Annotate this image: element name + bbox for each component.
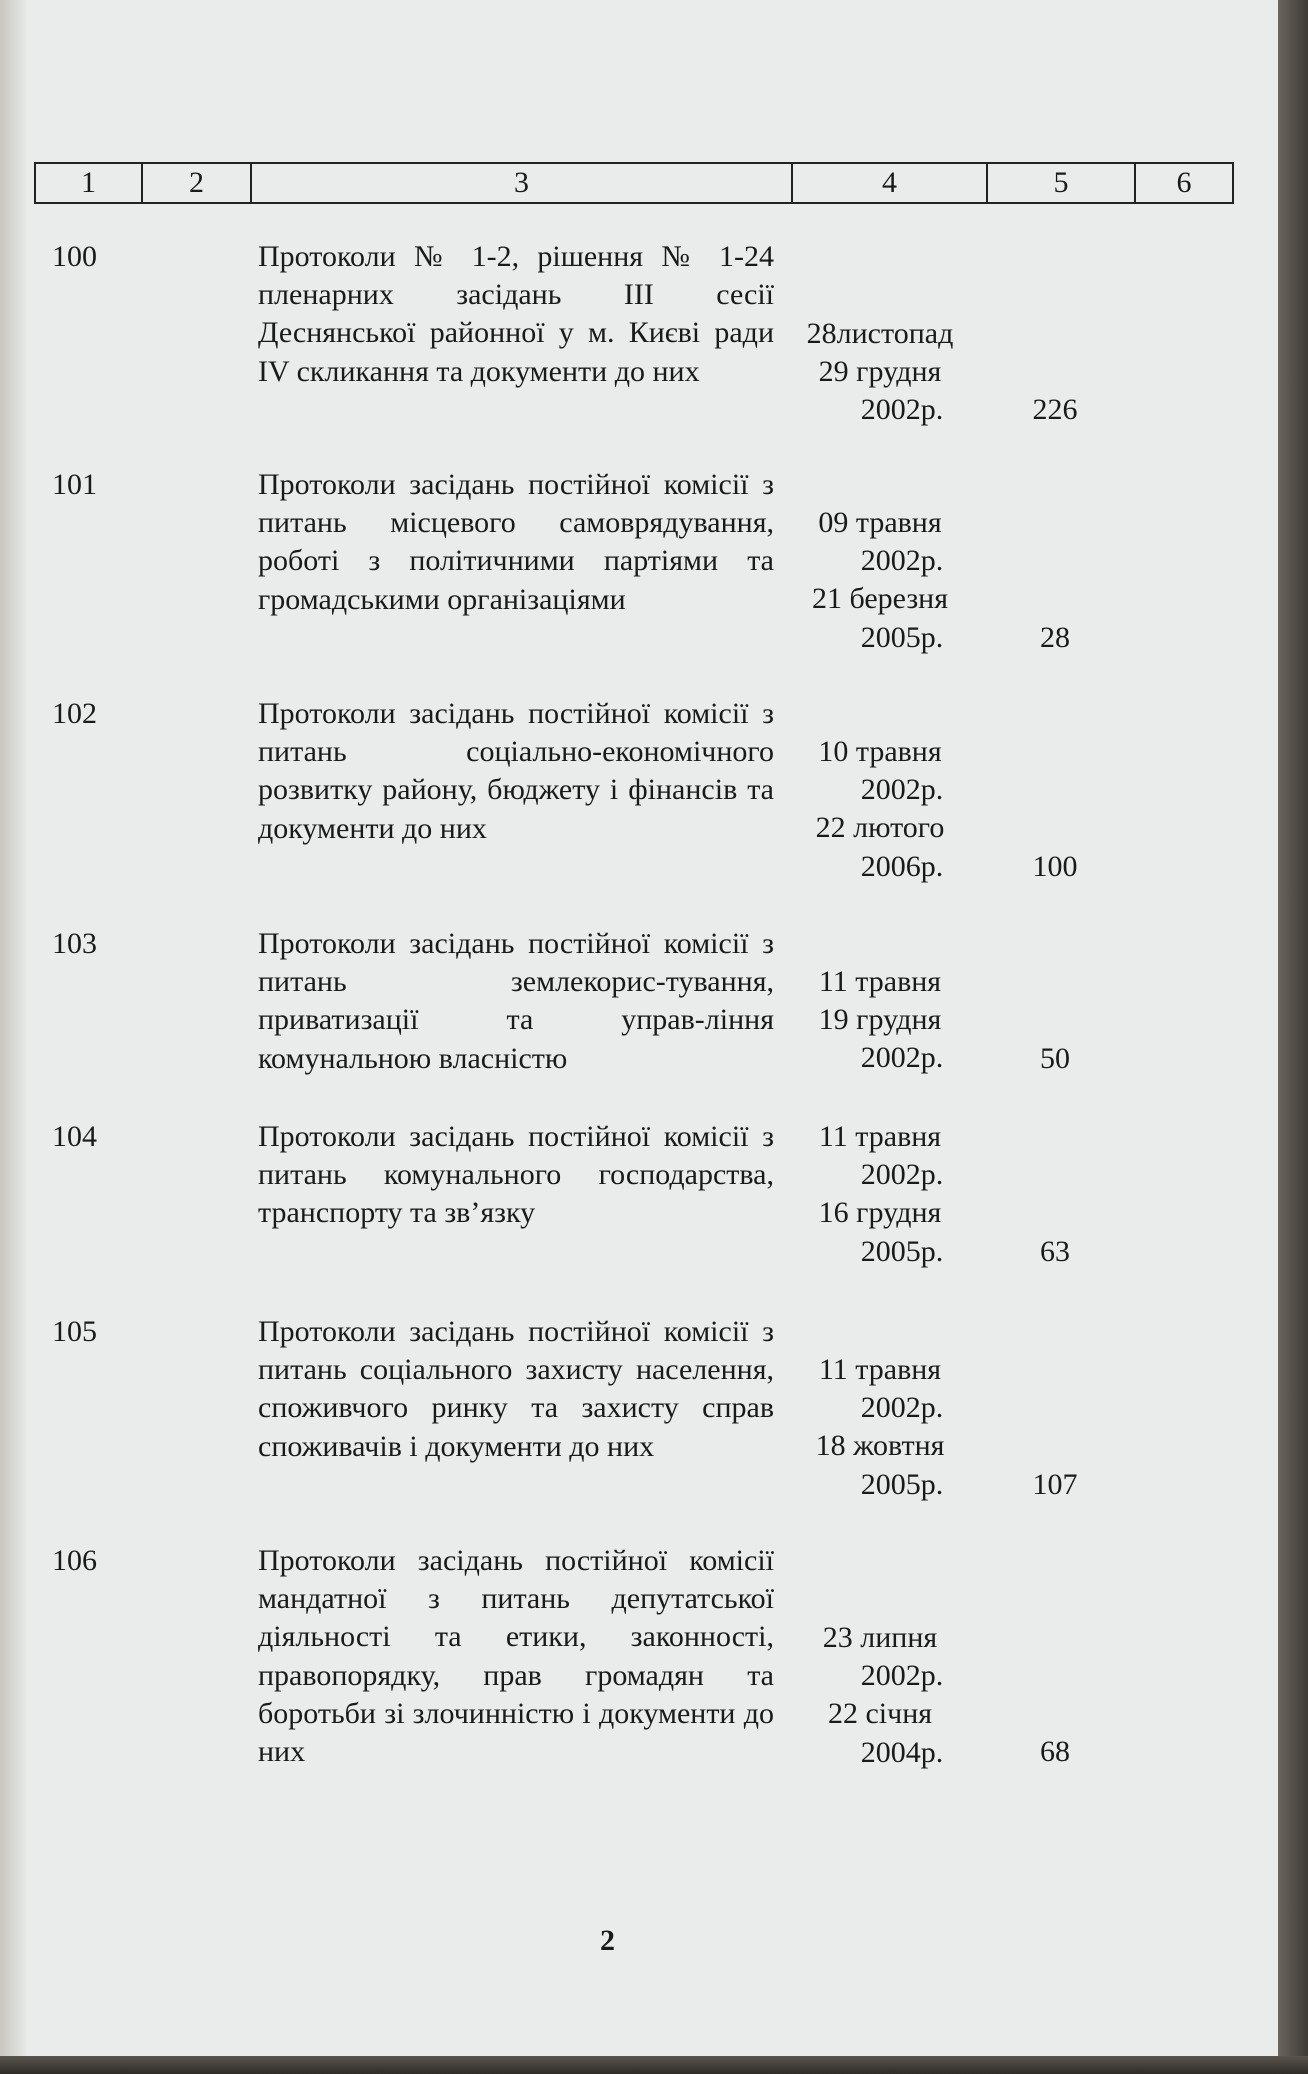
row-number: 101 <box>52 468 97 501</box>
date-line: 23 липня <box>822 1621 938 1654</box>
date-line: 2002р. <box>860 1659 944 1693</box>
row-description: Протоколи засідань постійної комісії з питань землекорис-тування, приватизації та управ-ління комунальною власністю <box>258 927 774 1075</box>
column-header-6: 6 <box>1176 166 1192 199</box>
date-line: 2006р. <box>860 849 944 883</box>
page-bottom-shadow <box>0 2056 1308 2074</box>
row-number: 104 <box>52 1120 97 1153</box>
row-description: Протоколи засідань постійної комісії з питань комунального господарства, транспорту та зв’язку <box>258 1120 774 1230</box>
date-line: 16 грудня <box>818 1196 942 1230</box>
row-description: Протоколи засідань постійної комісії з питань соціального захисту населення, споживчого ринку та захисту справ споживачів і документи до них <box>258 1315 774 1463</box>
row-sheets: 226 <box>1032 393 1078 426</box>
row-dates <box>790 315 970 430</box>
date-line: 10 травня <box>818 735 942 768</box>
column-header-3: 3 <box>252 164 793 202</box>
date-line: 28листопад <box>806 317 954 350</box>
page-number: 2 <box>600 1924 615 1957</box>
row-sheets: 28 <box>1040 621 1070 654</box>
date-line: 2002р. <box>860 544 944 578</box>
date-line: 21 березня <box>811 582 949 616</box>
row-description: Протоколи № 1-2, рішення № 1-24 пленарних засідань III сесії Деснянської районної у м. Києві ради IV скликання та документи до них <box>258 240 774 388</box>
column-header-2: 2 <box>143 164 252 202</box>
row-number: 100 <box>52 240 97 273</box>
date-line: 2005р. <box>860 1234 944 1268</box>
row-description: Протоколи засідань постійної комісії з питань соціально-економічного розвитку району, бюджету і фінансів та документи до них <box>258 697 774 845</box>
date-line: 09 травня <box>818 506 942 539</box>
date-line: 2004р. <box>860 1735 944 1769</box>
date-line: 29 грудня <box>818 355 942 389</box>
row-sheets: 63 <box>1040 1235 1070 1268</box>
date-line: 22 січня <box>827 1697 933 1731</box>
row-dates <box>790 504 970 657</box>
row-dates <box>790 963 970 1078</box>
row-sheets: 68 <box>1040 1735 1070 1768</box>
row-number: 106 <box>52 1544 97 1577</box>
row-sheets: 50 <box>1040 1042 1070 1075</box>
row-sheets: 100 <box>1032 850 1078 883</box>
page-spine <box>0 0 26 2056</box>
date-line: 11 травня <box>818 1120 942 1153</box>
date-line: 22 лютого <box>815 811 945 845</box>
date-line: 2002р. <box>860 1158 944 1192</box>
date-line: 2002р. <box>860 773 944 807</box>
row-sheets: 107 <box>1032 1468 1078 1501</box>
date-line: 18 жовтня <box>815 1429 945 1463</box>
column-header-5: 5 <box>988 164 1136 202</box>
row-description: Протоколи засідань постійної комісії з питань місцевого самоврядування, роботі з політичними партіями та громадськими організаціями <box>258 468 774 616</box>
column-header-4: 4 <box>793 164 988 202</box>
row-dates <box>790 1351 970 1504</box>
date-line: 11 травня <box>818 1353 942 1386</box>
row-dates <box>790 1619 970 1772</box>
date-line: 2002р. <box>860 1041 944 1075</box>
row-number: 103 <box>52 927 97 960</box>
column-header-row <box>34 162 1234 204</box>
date-line: 2002р. <box>860 1391 944 1425</box>
row-number: 105 <box>52 1315 97 1348</box>
date-line: 2002р. <box>860 393 944 427</box>
date-line: 2005р. <box>860 620 944 654</box>
date-line: 2005р. <box>860 1467 944 1501</box>
date-line: 19 грудня <box>818 1003 942 1037</box>
row-number: 102 <box>52 697 97 730</box>
row-dates <box>790 1118 970 1271</box>
page-edge-shadow <box>1278 0 1308 2074</box>
row-dates <box>790 733 970 886</box>
row-description: Протоколи засідань постійної комісії мандатної з питань депутатської діяльності та етики, законності, правопорядку, прав громадян та боротьби зі злочинністю і документи до них <box>258 1544 774 1769</box>
date-line: 11 травня <box>818 965 942 998</box>
column-header-1: 1 <box>36 164 143 202</box>
